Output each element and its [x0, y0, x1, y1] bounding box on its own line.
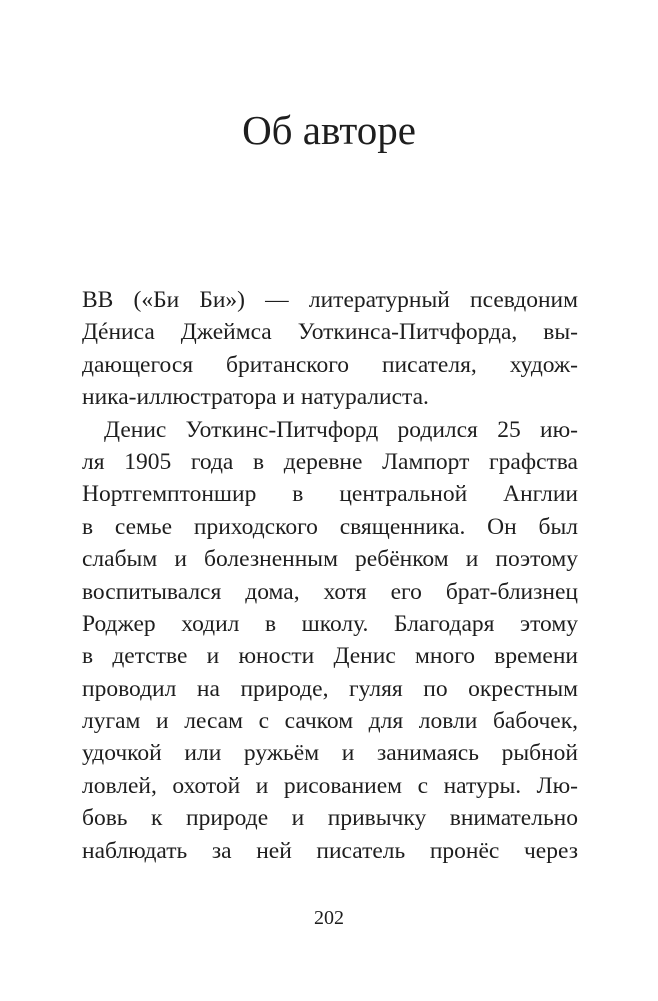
text-line: Дéниса Джеймса Уоткинса-Питчфорда, вы- — [82, 319, 578, 346]
text-line: дающегося британского писателя, худож- — [82, 351, 578, 378]
text-line: ля 1905 года в деревне Лампорт графства — [82, 448, 578, 475]
text-line: ловлей, охотой и рисованием с натуры. Лю- — [82, 772, 578, 799]
text-line: бовь к природе и привычку внимательно — [82, 805, 578, 832]
paragraph-1 — [82, 284, 578, 414]
paragraph-2 — [82, 414, 578, 867]
text-line: слабым и болезненным ребёнком и поэтому — [82, 546, 578, 573]
text-line: ВВ («Би Би») — литературный псевдоним — [82, 287, 578, 313]
text-line: Роджер ходил в школу. Благодаря этому — [82, 610, 578, 637]
text-line: Денис Уоткинс-Питчфорд родился 25 ию- — [104, 416, 578, 443]
text-line: воспитывался дома, хотя его брат-близнец — [82, 578, 578, 605]
text-line: ника-иллюстратора и натуралиста. — [82, 384, 429, 411]
text-line: проводил на природе, гуляя по окрестным — [82, 675, 578, 702]
text-line: удочкой или ружьём и занимаясь рыбной — [82, 740, 578, 767]
text-line: в детстве и юности Денис много времени — [82, 643, 578, 670]
text-line: наблюдать за ней писатель пронёс через — [82, 837, 578, 864]
page-number: 202 — [314, 907, 344, 929]
text-line: Нортгемптоншир в центральной Англии — [82, 481, 578, 508]
body-text — [82, 284, 578, 867]
text-line: в семье приходского священника. Он был — [82, 513, 578, 540]
page-title: Об авторе — [242, 107, 416, 153]
text-line: лугам и лесам с сачком для ловли бабочек, — [82, 708, 578, 735]
